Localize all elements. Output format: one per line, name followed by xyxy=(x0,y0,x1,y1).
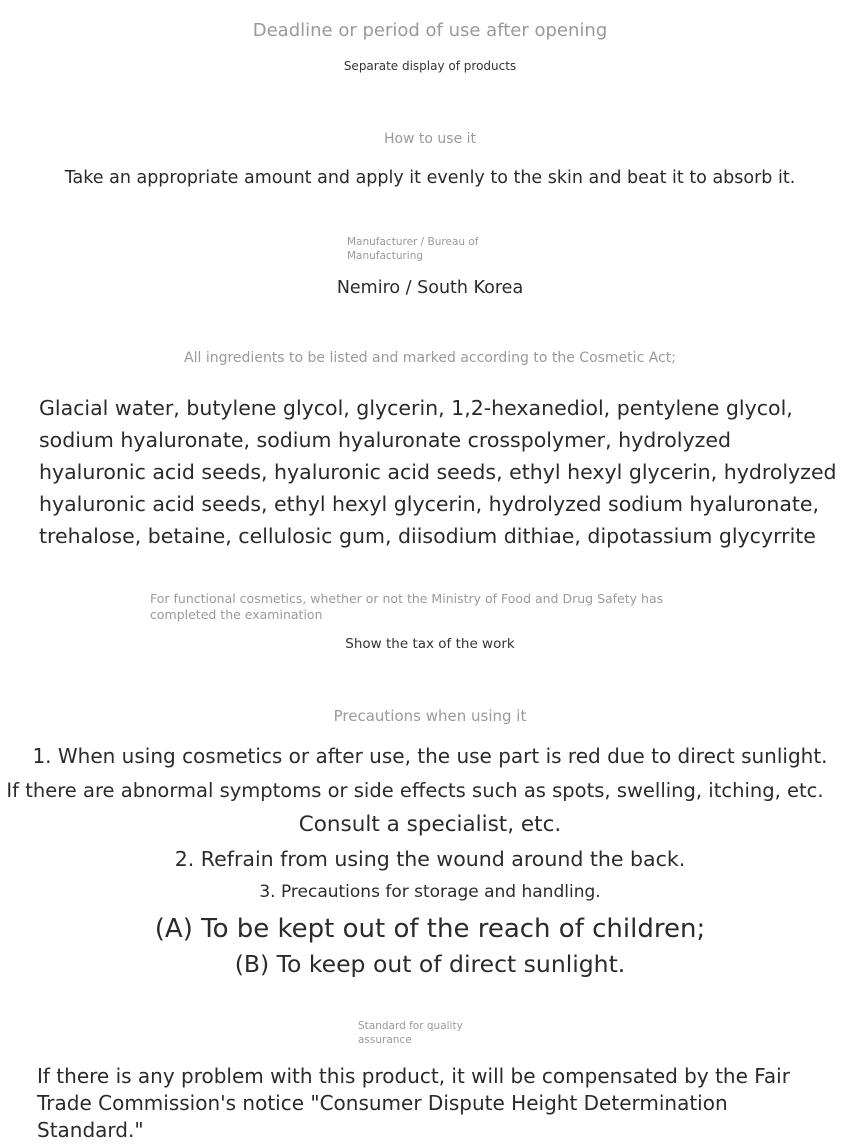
precaution-line: 2. Refrain from using the wound around the back. xyxy=(174,847,686,871)
manufacturer-heading: Manufacturer / Bureau of Manufacturing xyxy=(347,236,479,262)
precaution-line: (B) To keep out of direct sunlight. xyxy=(234,950,626,978)
functional-cosmetics-heading: For functional cosmetics, whether or not the Ministry of Food and Drug Safety has completed the examination xyxy=(150,591,664,622)
quality-assurance-value: If there is any problem with this product, it will be compensated by the Fair Trade Commission's notice "Consumer Dispute Height Determination Standard." xyxy=(37,1064,790,1142)
functional-cosmetics-value: Show the tax of the work xyxy=(345,636,515,652)
how-to-use-heading: How to use it xyxy=(383,131,477,147)
precaution-line: Consult a specialist, etc. xyxy=(298,812,562,837)
precautions-heading: Precautions when using it xyxy=(333,707,527,725)
manufacturer-value: Nemiro / South Korea xyxy=(336,278,524,298)
precaution-line: 3. Precautions for storage and handling. xyxy=(259,882,601,902)
deadline-heading: Deadline or period of use after opening xyxy=(252,20,608,41)
precaution-line: 1. When using cosmetics or after use, the use part is red due to direct sunlight. xyxy=(32,744,828,768)
precaution-line: If there are abnormal symptoms or side effects such as spots, swelling, itching, etc. xyxy=(6,779,824,802)
quality-assurance-heading: Standard for quality assurance xyxy=(358,1020,463,1046)
ingredients-heading: All ingredients to be listed and marked according to the Cosmetic Act; xyxy=(184,350,676,366)
how-to-use-value: Take an appropriate amount and apply it evenly to the skin and beat it to absorb it. xyxy=(64,168,796,188)
deadline-value: Separate display of products xyxy=(343,59,517,73)
precaution-line: (A) To be kept out of the reach of children; xyxy=(154,914,706,944)
ingredients-list: Glacial water, butylene glycol, glycerin, 1,2-hexanediol, pentylene glycol, sodium hyaluronate, sodium hyaluronate crosspolymer, hydrolyzed hyaluronic acid seeds, hyaluronic acid seeds, ethyl hexyl glycerin, hydrolyzed hyaluronic acid seeds, ethyl hexyl glycerin, hydrolyzed sodium hyaluronate, trehalose, betaine, cellulosic gum, diisodium dithiae, dipotassium glycyrrite xyxy=(39,396,837,548)
